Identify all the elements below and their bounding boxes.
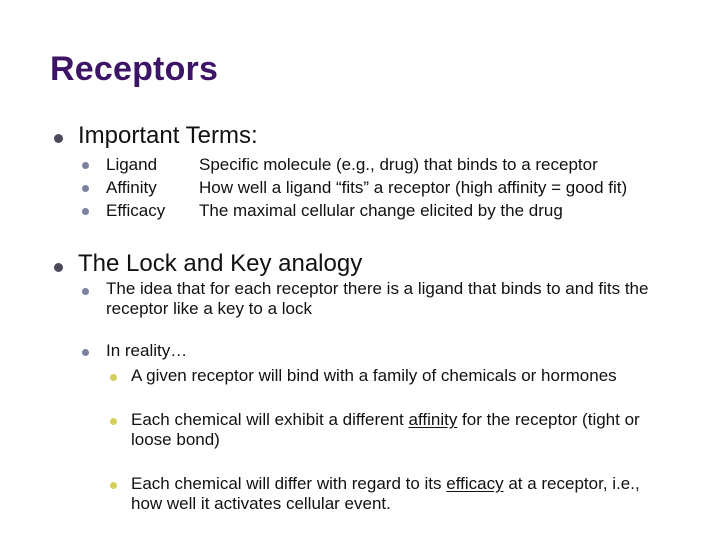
- affinity-underlined: affinity: [408, 410, 458, 429]
- bullet-icon: [82, 349, 89, 356]
- bullet-icon: [110, 482, 117, 489]
- slide-title: Receptors: [50, 50, 219, 88]
- definition-ligand: Specific molecule (e.g., drug) that binds to a receptor: [199, 155, 598, 174]
- definition-efficacy: The maximal cellular change elicited by the drug: [199, 201, 563, 220]
- reality-point-affinity: [131, 410, 711, 450]
- efficacy-text-line2: how well it activates cellular event.: [131, 494, 391, 513]
- term-efficacy: Efficacy: [106, 201, 166, 220]
- efficacy-text-before: Each chemical will differ with regard to its: [131, 474, 447, 493]
- section-heading-lock-and-key: The Lock and Key analogy: [78, 250, 363, 277]
- term-ligand: Ligand: [106, 155, 158, 174]
- reality-point-family: A given receptor will bind with a family of chemicals or hormones: [131, 366, 617, 385]
- lock-key-description: [106, 279, 706, 319]
- efficacy-underlined: efficacy: [446, 474, 504, 493]
- affinity-text-line2: loose bond): [131, 430, 220, 449]
- section-heading-important-terms: Important Terms:: [78, 122, 258, 149]
- bullet-icon: [110, 418, 117, 425]
- bullet-icon: [82, 288, 89, 295]
- bullet-icon: [82, 162, 89, 169]
- lock-key-line-2: receptor like a key to a lock: [106, 299, 312, 318]
- bullet-icon: [54, 134, 63, 143]
- bullet-icon: [54, 263, 63, 272]
- bullet-icon: [82, 185, 89, 192]
- bullet-icon: [110, 374, 117, 381]
- affinity-text-after: for the receptor (tight or: [457, 410, 640, 429]
- affinity-text-before: Each chemical will exhibit a different: [131, 410, 409, 429]
- in-reality-label: In reality…: [106, 341, 188, 360]
- efficacy-text-after: at a receptor, i.e.,: [503, 474, 640, 493]
- term-affinity: Affinity: [106, 178, 157, 197]
- bullet-icon: [82, 208, 89, 215]
- lock-key-line-1: The idea that for each receptor there is a ligand that binds to and fits the: [106, 279, 649, 298]
- reality-point-efficacy: [131, 474, 711, 514]
- definition-affinity: How well a ligand “fits” a receptor (high affinity = good fit): [199, 178, 628, 197]
